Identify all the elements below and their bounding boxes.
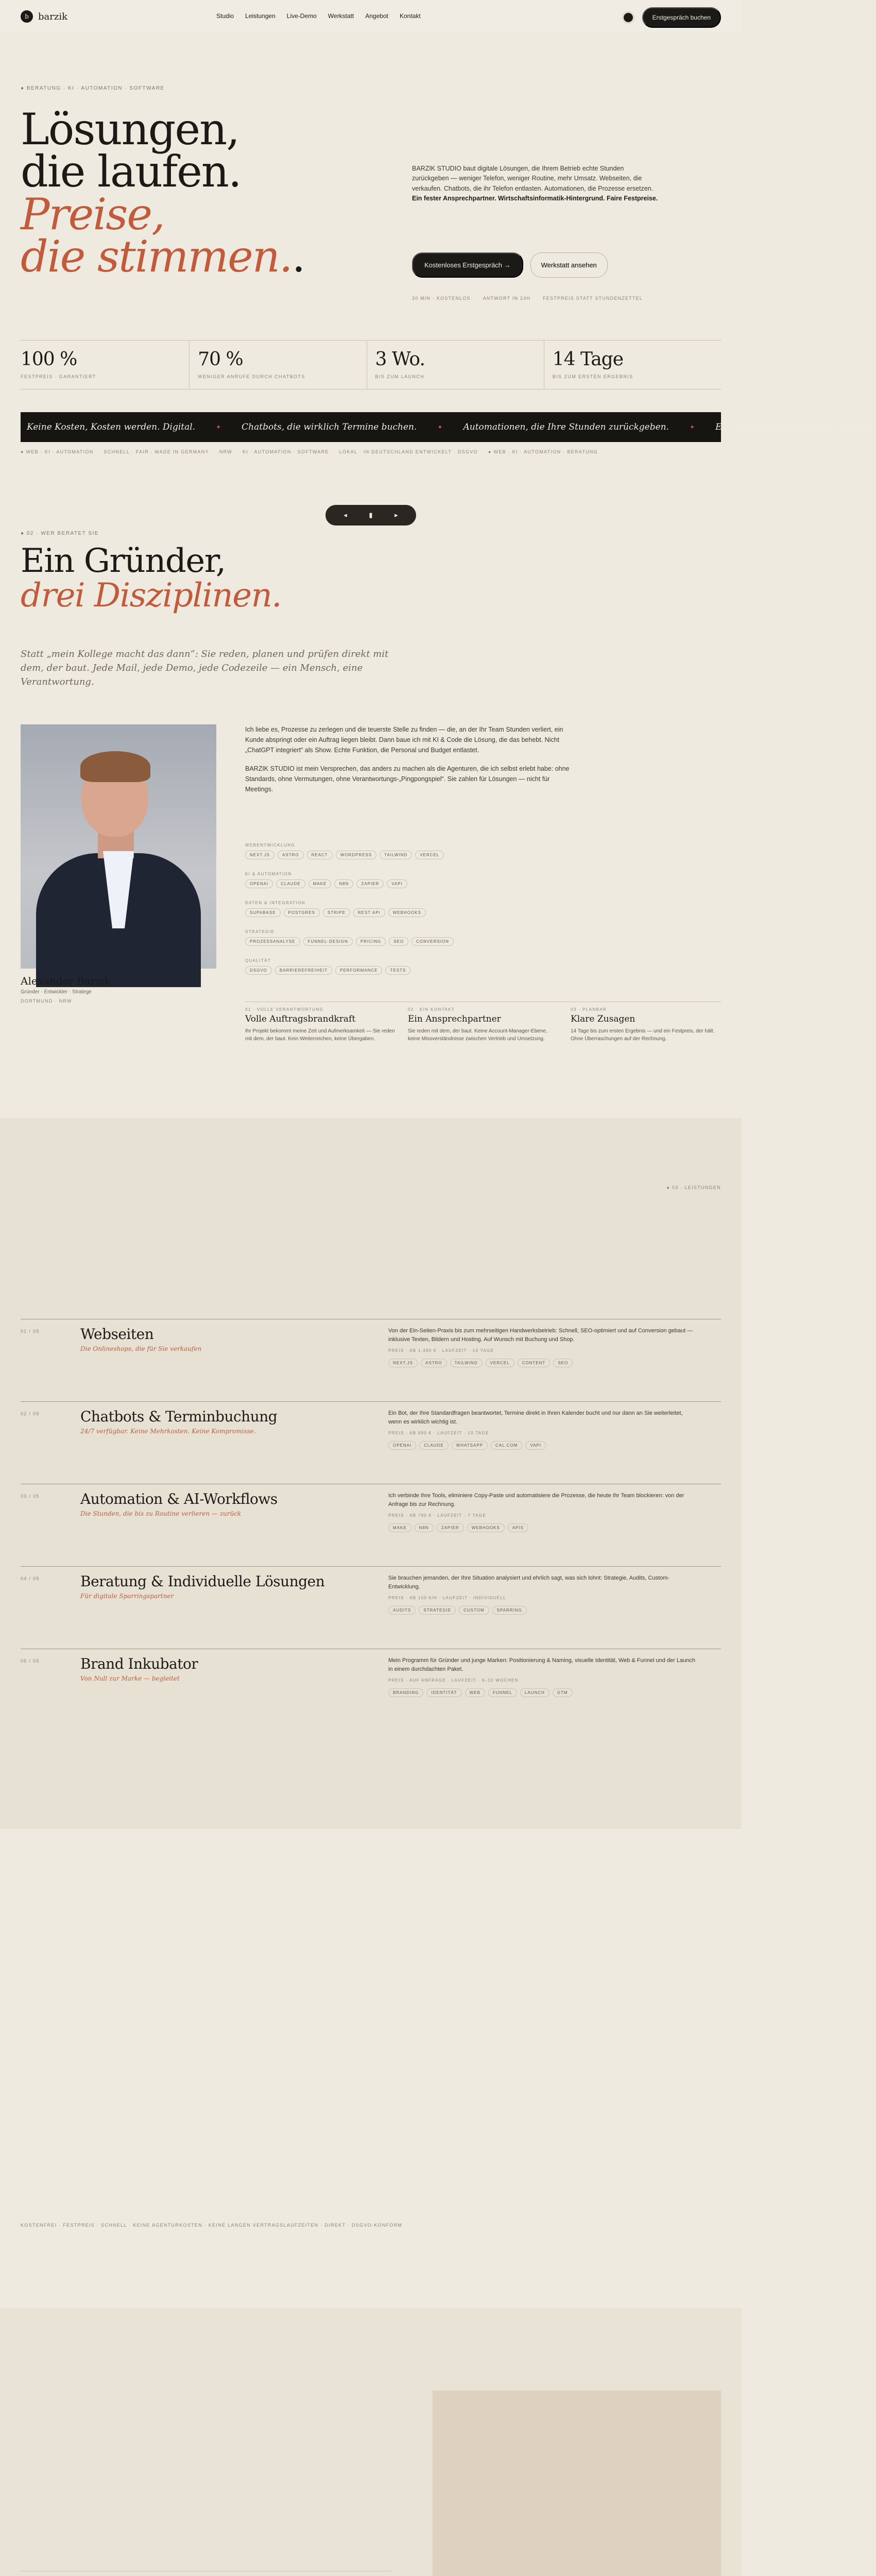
pillar-title: Klare Zusagen	[571, 1014, 635, 1024]
stat-value: 14 Tage	[552, 349, 624, 370]
skill-tag: VAPI	[387, 879, 407, 888]
service-tag: VERCEL	[486, 1359, 514, 1367]
tagline-item: NRW	[219, 449, 233, 454]
service-tag: LAUNCH	[520, 1688, 549, 1697]
nav-link-leistungen[interactable]: Leistungen	[245, 12, 276, 20]
tagline-item: ● WEB · KI · AUTOMATION	[21, 449, 94, 454]
service-row[interactable]	[21, 1566, 721, 1643]
hero-meta-item: ANTWORT IN 24H	[483, 296, 531, 301]
service-tag: ASTRO	[421, 1359, 447, 1367]
hero-meta	[412, 296, 643, 301]
service-tag: AUDITS	[388, 1606, 416, 1615]
workshop-category-item[interactable]	[21, 2571, 391, 2576]
service-tag: OPENAI	[388, 1441, 416, 1450]
stat-label: FESTPREIS · GARANTIERT	[21, 374, 96, 379]
founder-portrait	[21, 724, 216, 969]
service-meta: PREIS · AB 790 € · LAUFZEIT · 7 TAGE	[388, 1513, 486, 1518]
skill-tag: WORDPRESS	[336, 851, 376, 859]
service-row[interactable]	[21, 1401, 721, 1479]
skill-tag: STRIPE	[323, 908, 350, 917]
service-description: Ein Bot, der Ihre Standardfragen beantwortet, Termine direkt in Ihren Kalender bucht und nur dann an Sie weiterleitet, wenn es wirklich wichtig ist.	[388, 1410, 683, 1425]
service-meta: PREIS · AB 1.490 € · LAUFZEIT · 14 TAGE	[388, 1348, 494, 1353]
pillar-item	[245, 1007, 396, 1043]
hero-copy-bold: Ein fester Ansprechpartner. Wirtschaftsinformatik-Hintergrund. Faire Festpreise.	[412, 195, 658, 202]
star-icon: ✦	[437, 423, 443, 431]
skill-tag: WEBHOOKS	[388, 908, 426, 917]
tagline-item: ● WEB · KI · AUTOMATION · BERATUNG	[488, 449, 598, 454]
skill-group	[245, 901, 575, 917]
hero-copy-intro: BARZIK STUDIO baut digitale Lösungen, die Ihrem Betrieb echte Stunden zurückgeben — weniger Telefon, weniger Routine, mehr Umsatz. Webseiten, die verkaufen. Chatbots, die ihr Telefon entlasten. Automationen, die Prozesse ersetzen.	[412, 165, 654, 192]
service-tag: MAKE	[388, 1523, 411, 1532]
service-number: 05 / 05	[21, 1658, 40, 1664]
service-number: 01 / 05	[21, 1329, 40, 1334]
nav-link-kontakt[interactable]: Kontakt	[399, 12, 421, 20]
service-row[interactable]	[21, 1484, 721, 1561]
service-title: Automation & AI-Workflows	[80, 1490, 278, 1507]
service-tagline: 24/7 verfügbar. Keine Mehrkosten. Keine Kompromisse.	[80, 1428, 256, 1435]
tagline-item: KI · AUTOMATION · SOFTWARE	[243, 449, 329, 454]
service-number: 03 / 05	[21, 1494, 40, 1499]
stat-value: 3 Wo.	[375, 349, 425, 370]
service-tag: IDENTITÄT	[426, 1688, 461, 1697]
service-meta: PREIS · AB 150 €/H · LAUFZEIT · INDIVIDUELL	[388, 1596, 506, 1600]
services-label: ● 03 · LEISTUNGEN	[666, 1185, 721, 1190]
tagline-item: SCHNELL · FAIR · MADE IN GERMANY	[104, 449, 209, 454]
star-icon: ✦	[216, 423, 221, 431]
about-title-line-2: drei Disziplinen.	[21, 577, 282, 615]
service-tagline: Von Null zur Marke — begleitet	[80, 1675, 180, 1682]
stat-label: BIS ZUM ERSTEN ERGEBNIS	[552, 374, 633, 379]
hero-title-line-3: Preise,	[21, 189, 164, 240]
skill-tag: REST API	[353, 908, 385, 917]
ticker-item: Keine Kosten, Kosten werden. Digital.	[27, 422, 196, 432]
skill-tag: NEXT.JS	[245, 851, 274, 859]
skill-tag: VERCEL	[415, 851, 444, 859]
pillar-item	[408, 1007, 558, 1043]
pillar-text: Sie reden mit dem, der baut. Keine Account-Manager-Ebene, keine Missverständnisse zwischen Vertrieb und Umsetzung.	[408, 1028, 547, 1042]
service-tags	[388, 1523, 528, 1532]
tagline-strip	[21, 449, 721, 454]
service-tag: WEB	[465, 1688, 485, 1697]
pillar-number: 02 · EIN KONTAKT	[408, 1007, 455, 1012]
service-tag: WHATSAPP	[452, 1441, 488, 1450]
nav-link-angebot[interactable]: Angebot	[365, 12, 388, 20]
skill-group	[245, 958, 575, 975]
service-tags	[388, 1606, 527, 1615]
nav-link-werkstatt[interactable]: Werkstatt	[328, 12, 354, 20]
about-title-line-1: Ein Gründer,	[21, 542, 226, 580]
founder-name: Alexander Barzik	[21, 975, 111, 987]
portrait-hair-shape	[80, 751, 150, 782]
service-tag: SEO	[553, 1359, 573, 1367]
hero-eyebrow: ● BERATUNG · KI · AUTOMATION · SOFTWARE	[21, 86, 165, 91]
service-meta: PREIS · AB 990 € · LAUFZEIT · 10 TAGE	[388, 1431, 489, 1435]
service-tag: WEBHOOKS	[467, 1523, 505, 1532]
skill-tag: N8N	[334, 879, 353, 888]
next-icon[interactable]: ▸	[394, 511, 398, 519]
service-tag: CAL.COM	[491, 1441, 522, 1450]
service-tagline: Die Stunden, die bis zu Routine verlieren — zurück	[80, 1510, 242, 1517]
case-preview-image	[433, 2391, 721, 2576]
service-title: Beratung & Individuelle Lösungen	[80, 1573, 325, 1590]
hero-copy	[412, 164, 659, 204]
brand-mark-icon: b	[21, 10, 33, 23]
service-meta: PREIS · AUF ANFRAGE · LAUFZEIT · 6–10 WOCHEN	[388, 1678, 519, 1683]
bio-paragraph: Ich liebe es, Prozesse zu zerlegen und die teuerste Stelle zu finden — die, an der Ihr Team Stunden verliert, ein Kunde abspringt oder ein Auftrag liegen bleibt. Dann baue ich mit KI & Code die Lösung, die das behebt. Nicht „ChatGPT integriert“ als Show. Echte Funktion, die Personal und Budget entlastet.	[245, 726, 563, 754]
pillar-text: 14 Tage bis zum ersten Ergebnis — und ein Festpreis, der hält. Ohne Überraschungen auf der Rechnung.	[571, 1028, 715, 1042]
skill-tag: BARRIEREFREIHEIT	[275, 966, 332, 975]
service-tag: N8N	[415, 1523, 434, 1532]
pillar-text: Ihr Projekt bekommt meine Zeit und Aufmerksamkeit — Sie reden mit dem, der baut. Kein Weiterreichen, keine Übergaben.	[245, 1028, 395, 1042]
nav-link-live-demo[interactable]: Live-Demo	[286, 12, 317, 20]
pillar-title: Ein Ansprechpartner	[408, 1014, 501, 1024]
skill-group-label: QUALITÄT	[245, 958, 271, 963]
service-tag: FUNNEL	[488, 1688, 517, 1697]
service-tag: CLAUDE	[419, 1441, 448, 1450]
service-tag: CONTENT	[518, 1359, 551, 1367]
hero-title-dot: .	[291, 231, 305, 282]
service-tag: GTM	[553, 1688, 573, 1697]
stat-label: WENIGER ANRUFE DURCH CHATBOTS	[198, 374, 305, 379]
stat-item	[189, 341, 366, 389]
pillar-title: Volle Auftragsbrandkraft	[245, 1014, 356, 1024]
hero-ctas	[412, 252, 608, 278]
hero-primary-button[interactable]: Kostenloses Erstgespräch →	[412, 252, 523, 278]
ticker-item: Chatbots, die wirklich Termine buchen.	[242, 422, 417, 432]
stat-label: BIS ZUM LAUNCH	[375, 374, 425, 379]
service-description: Von der Ein-Seiten-Praxis bis zum mehrseitigen Handwerksbetrieb: Schnell, SEO-optimiert und auf Conversion gebaut — inklusive Texten, Bildern und Hosting. Auf Wunsch mit Buchung und Shop.	[388, 1328, 693, 1343]
tagline-item: LOKAL · IN DEUTSCHLAND ENTWICKELT · DSGVO	[339, 449, 478, 454]
brand-name: barzik	[38, 11, 68, 22]
service-number: 04 / 05	[21, 1576, 40, 1581]
founder-role: Gründer · Entwickler · Stratege	[21, 989, 92, 995]
service-tags	[388, 1359, 573, 1367]
prev-icon[interactable]: ◂	[343, 511, 347, 519]
founder-location: DORTMUND · NRW	[21, 998, 72, 1004]
stat-value: 70 %	[198, 349, 243, 370]
nav-actions	[622, 7, 721, 28]
service-tag: APIS	[508, 1523, 528, 1532]
skill-tag: PROZESSANALYSE	[245, 937, 300, 946]
skill-group-label: DATEN & INTEGRATION	[245, 901, 305, 905]
service-tagline: Für digitale Sparringspartner	[80, 1592, 174, 1600]
about-eyebrow: ● 02 · WER BERATET SIE	[21, 531, 99, 536]
stats-bar	[21, 340, 721, 389]
hero-meta-item: 30 MIN · KOSTENLOS	[412, 296, 471, 301]
pillar-item	[571, 1007, 721, 1043]
skill-group	[245, 843, 575, 859]
theme-toggle-icon[interactable]	[622, 11, 635, 24]
service-title: Webseiten	[80, 1326, 154, 1343]
skill-tag: TAILWIND	[380, 851, 412, 859]
floating-pill-nav	[325, 505, 416, 526]
service-tag: NEXT.JS	[388, 1359, 418, 1367]
workshop-category-list	[21, 2571, 391, 2576]
about-subtitle: Statt „mein Kollege macht das dann“: Sie reden, planen und prüfen direkt mit dem, der baut. Jede Mail, jede Demo, jede Codezeile — ein Mensch, eine Verantwortung.	[21, 649, 389, 687]
service-description: Mein Programm für Gründer und junge Marken: Positionierung & Naming, visuelle Identität, Web & Funnel und der Launch in einem durchdachten Paket.	[388, 1657, 695, 1672]
skill-group	[245, 872, 575, 888]
star-icon: ✦	[690, 423, 695, 431]
stat-item	[544, 341, 721, 389]
skill-tag: ZAPIER	[356, 879, 384, 888]
trust-strip: KOSTENFREI · FESTPREIS · SCHNELL · KEINE AGENTURKOSTEN · KEINE LANGEN VERTRAGSLAUFZEITEN · DIREKT · DSGVO-KONFORM	[21, 2223, 403, 2228]
pillar-number: 01 · VOLLE VERANTWORTUNG	[245, 1007, 324, 1012]
pillar-number: 03 · PLANBAR	[571, 1007, 607, 1012]
service-tag: ZAPIER	[437, 1523, 464, 1532]
service-title: Brand Inkubator	[80, 1655, 198, 1672]
skill-group-label: KI & AUTOMATION	[245, 872, 292, 876]
founder-bio	[245, 724, 575, 803]
service-description: Ich verbinde Ihre Tools, eliminiere Copy-Paste und automatisiere die Prozesse, die heute Ihr Team blockieren: von der Anfrage bis zur Rechnung.	[388, 1493, 684, 1507]
brand-logo[interactable]	[21, 10, 67, 23]
skill-tag: OPENAI	[245, 879, 273, 888]
founder-pillars	[245, 1002, 721, 1043]
about-title	[21, 544, 281, 613]
ticker-item: Automationen, die Ihre Stunden zurückgeben.	[463, 422, 669, 432]
top-nav	[0, 0, 742, 33]
service-tag: SPARRING	[492, 1606, 527, 1615]
skill-tag: PRICING	[356, 937, 386, 946]
skill-group-label: WEBENTWICKLUNG	[245, 843, 295, 848]
skill-group	[245, 929, 575, 946]
service-tag: STRATEGIE	[419, 1606, 456, 1615]
service-title: Chatbots & Terminbuchung	[80, 1408, 278, 1425]
hero-title	[21, 104, 305, 282]
skill-tag: FUNNEL-DESIGN	[303, 937, 353, 946]
skill-tag: TESTS	[385, 966, 410, 975]
stat-item	[367, 341, 544, 389]
nav-link-studio[interactable]: Studio	[216, 12, 234, 20]
skill-tag: CLAUDE	[276, 879, 305, 888]
hero-title-line-4: die stimmen.	[21, 231, 292, 282]
skill-tag: SEO	[389, 937, 408, 946]
pause-icon[interactable]: ▮	[369, 511, 373, 519]
hero-title-line-1: Lösungen,	[21, 104, 239, 155]
service-description: Sie brauchen jemanden, der Ihre Situation analysiert und ehrlich sagt, was sich lohnt: Strategie, Audits, Custom-Entwicklung.	[388, 1575, 670, 1590]
service-tag: CUSTOM	[459, 1606, 489, 1615]
skill-tag: SUPABASE	[245, 908, 281, 917]
skill-tag: REACT	[307, 851, 333, 859]
skill-tag: MAKE	[308, 879, 332, 888]
hero-meta-item: FESTPREIS STATT STUNDENZETTEL	[543, 296, 643, 301]
service-tags	[388, 1441, 546, 1450]
nav-links	[216, 12, 421, 20]
service-row[interactable]	[21, 1319, 721, 1396]
skill-tag: DSGVO	[245, 966, 272, 975]
marquee-ticker	[21, 412, 876, 442]
service-tag: VAPI	[525, 1441, 546, 1450]
skill-group-label: STRATEGIE	[245, 929, 275, 934]
skill-tag: POSTGRES	[284, 908, 320, 917]
service-number: 02 / 05	[21, 1411, 40, 1416]
skill-tag: CONVERSION	[411, 937, 454, 946]
nav-cta-button[interactable]: Erstgespräch buchen	[642, 7, 721, 28]
hero-title-line-2: die laufen.	[21, 146, 241, 197]
service-tag: TAILWIND	[450, 1359, 483, 1367]
service-tags	[388, 1688, 573, 1697]
stat-item	[21, 341, 189, 389]
bio-paragraph: BARZIK STUDIO ist mein Versprechen, das anders zu machen als die Agenturen, die ich selbst erlebt habe: ohne Standards, ohne Vermutungen, ohne Verantwortungs-„Pingpongspiel“. Sie zahlen für Lösungen — nicht für Meetings.	[245, 765, 570, 793]
service-tagline: Die Onlineshops, die für Sie verkaufen	[80, 1345, 202, 1352]
stat-value: 100 %	[21, 349, 77, 370]
service-tag: BRANDING	[388, 1688, 423, 1697]
skill-tag: PERFORMANCE	[335, 966, 382, 975]
hero-secondary-button[interactable]: Werkstatt ansehen	[530, 252, 608, 278]
skill-tag: ASTRO	[278, 851, 304, 859]
ticker-item: Ein Ansprechpartner. Keine Tickets.	[715, 422, 876, 432]
service-row[interactable]	[21, 1649, 721, 1726]
